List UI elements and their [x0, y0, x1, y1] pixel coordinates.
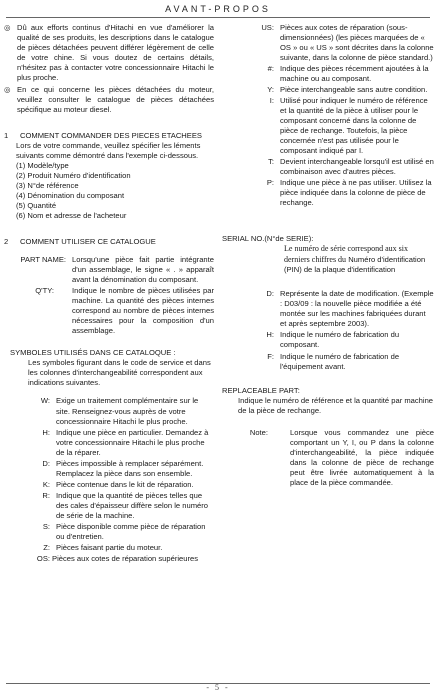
code-row	[222, 64, 434, 84]
section-2-defs	[4, 255, 214, 336]
code-key: #:	[267, 64, 274, 74]
symbols-title: SYMBOLES UTILISÉS DANS CE CATALOQUE :	[10, 348, 176, 358]
intro-bullet	[4, 23, 214, 83]
code-row	[222, 23, 434, 63]
serial-code-text: Indique le numéro de fabrication de l'équipement avant.	[280, 351, 400, 371]
symbol-text: Indique une pièce en particulier. Demandez à votre concessionnaire Hitachi le plus proche de la réparer.	[56, 427, 209, 457]
symbol-row	[4, 554, 214, 564]
code-text: Pièce interchangeable sans autre condition.	[280, 85, 428, 95]
order-item: (1) Modèle/type	[16, 161, 69, 171]
symbol-key: OS:	[36, 553, 50, 563]
symbol-row	[4, 428, 214, 458]
def-row	[4, 255, 214, 285]
symbol-row	[4, 396, 214, 426]
order-item: (6) Nom et adresse de l'acheteur	[16, 211, 127, 221]
symbol-row	[4, 491, 214, 521]
symbol-text: Pièces faisant partie du moteur.	[56, 542, 163, 552]
header-rule	[6, 17, 430, 18]
symbol-key: R:	[42, 490, 50, 500]
section-1-intro: Lors de votre commande, veuillez spécifier les léments suivants comme démontré dans l'exemple ci-dessous.	[16, 141, 201, 161]
code-key: I:	[269, 96, 274, 106]
def-text: Lorsqu'une pièce fait partie intégrante d'un assemblage, le signe « . » apparaît avant la dénomination du composant.	[72, 255, 214, 285]
def-key: PART NAME:	[20, 255, 66, 265]
section-2-heading: 2 COMMENT UTILISER CE CATALOGUE	[4, 237, 156, 247]
note-key: Note:	[249, 427, 268, 437]
note-text: Lorsque vous commandez une pièce comportant un Y, I, ou P dans la colonne d'interchangeabilité, la pièce indiquée dans la colonne de pièce de rechange peut être livrée automatiquement à la place de la pièce commandée.	[290, 427, 434, 487]
symbol-text: Pièces aux cotes de réparation supérieures	[52, 553, 199, 563]
code-key: P:	[266, 178, 274, 188]
code-key: T:	[268, 157, 274, 167]
circle-bullet-icon: ◎	[4, 23, 11, 32]
symbols-intro: Les symboles figurant dans le code de service et dans les colonnes d'interchangeabilité correspondent aux indications suivantes.	[28, 358, 211, 388]
replaceable-title: REPLACEABLE PART:	[222, 385, 300, 395]
serial-code-text: Représente la date de modification. (Exemple : D03/09 : la nouvelle pièce modifiée a été montée sur les machines fabriquées durant et après septembre 2003).	[280, 289, 434, 329]
section-2-title: COMMENT UTILISER CE CATALOGUE	[20, 237, 156, 247]
page-number: - 5 -	[206, 683, 230, 693]
symbol-text: Indique que la quantité de pièces telles que des cales d'épaisseur diffère selon le numéro de série de la machine.	[56, 490, 209, 520]
left-column	[4, 23, 214, 565]
def-key: Q'TY:	[35, 286, 54, 296]
intro-bullet-text: Dû aux efforts continus d'Hitachi en vue d'améliorer la qualité de ses produits, les descriptions dans le catalogue de pièces détachées peuvent différer légèrement de celle de votre chine. Si vous doutez de certains détails, n'hésitez pas à contacter votre concessionnaire Hitachi le plus proche.	[17, 23, 214, 83]
code-text: Indique une pièce à ne pas utiliser. Utilisez la pièce indiquée dans la colonne de pièce de rechange.	[280, 178, 432, 208]
right-column	[222, 23, 434, 489]
serial-title: SERIAL NO.(N°de SERIE):	[222, 234, 314, 244]
symbol-row	[4, 522, 214, 542]
serial-code-list	[222, 289, 434, 371]
symbol-row	[4, 459, 214, 479]
code-text: Pièces aux cotes de réparation (sous-dimensionnées) (les pièces marquées de « OS » ou « US » sont décrites dans la colonne suivante, dans la colonne de pièce standard.)	[280, 23, 434, 63]
symbol-key: W:	[40, 396, 50, 406]
symbol-text: Exige un traitement complémentaire sur le site. Renseignez-vous auprès de votre concessionnaire Hitachi le plus proche.	[56, 396, 199, 426]
serial-code-row	[222, 289, 434, 329]
code-key: US:	[261, 23, 274, 32]
symbol-text: Pièce contenue dans le kit de réparation.	[56, 479, 194, 489]
page-title: AVANT-PROPOS	[165, 4, 271, 14]
symbol-key: H:	[42, 427, 50, 437]
code-text: Utilisé pour indiquer le numéro de référence et la quantité de la pièce à utiliser pour le composant concerné dans la colonne de pièce de rechange. Toutefois, la pièce concernée n'est pas utilisée pour le composant indiqué par I.	[280, 96, 428, 156]
section-1-body	[4, 141, 214, 221]
section-1-heading: 1 COMMENT COMMANDER DES PIECES ETACHEES	[4, 131, 202, 141]
symbol-row	[4, 480, 214, 490]
def-row	[4, 286, 214, 336]
serial-desc	[222, 244, 434, 275]
code-text: Indique des pièces récemment ajoutées à la machine ou au composant.	[280, 64, 429, 84]
symbol-row	[4, 543, 214, 553]
code-row	[222, 157, 434, 177]
serial-desc-rest: Numéro d'identification (PIN) de la plaque d'identification	[284, 254, 426, 275]
serial-code-key: D:	[266, 289, 274, 299]
symbol-key: D:	[42, 458, 50, 468]
serial-code-text: Indique le numéro de fabrication du composant.	[280, 330, 400, 350]
serial-code-row	[222, 330, 434, 350]
section-1-title: COMMENT COMMANDER DES PIECES ETACHEES	[20, 131, 202, 141]
symbol-key: S:	[42, 521, 50, 531]
code-key: Y:	[267, 85, 274, 95]
code-text: Devient interchangeable lorsqu'il est utilisé en combinaison avec d'autres pièces.	[280, 157, 434, 177]
symbol-key: K:	[42, 479, 50, 489]
replaceable-text: Indique le numéro de référence et la quantité par machine de la pièce de rechange.	[238, 395, 434, 415]
note-row	[222, 428, 434, 488]
symbol-key: Z:	[43, 542, 50, 552]
order-item: (3) N°de référence	[16, 181, 79, 191]
symbols-list	[4, 396, 214, 563]
def-text: Indique le nombre de pièces utilisées par machine. La quantité des pièces internes correspond au nombre de pièces internes nécessaires pour la composition d'un assemblage.	[72, 286, 214, 336]
serial-code-row	[222, 352, 434, 372]
order-item: (5) Quantité	[16, 201, 57, 211]
order-item: (2) Produit Numéro d'identification	[16, 171, 131, 181]
code-row	[222, 96, 434, 156]
code-row	[222, 178, 434, 208]
symbol-text: Pièce disponible comme pièce de réparation ou d'entretien.	[56, 521, 206, 541]
serial-desc-serif: Le numéro de série correspond aux six derniers chiffres du	[284, 244, 408, 264]
code-list	[222, 23, 434, 208]
circle-bullet-icon: ◎	[4, 85, 11, 95]
intro-bullet	[4, 85, 214, 115]
serial-code-key: H:	[266, 330, 274, 340]
code-row	[222, 85, 434, 95]
order-item: (4) Dénomination du composant	[16, 191, 125, 201]
serial-code-key: F:	[267, 351, 274, 361]
intro-bullet-text: En ce qui concerne les pièces détachées du moteur, veuillez consulter le catalogue de pièces détachées spécifique au moteur diesel.	[17, 85, 214, 115]
symbol-text: Pièces impossible à remplacer séparément. Remplacez la pièce dans son ensemble.	[56, 458, 204, 478]
